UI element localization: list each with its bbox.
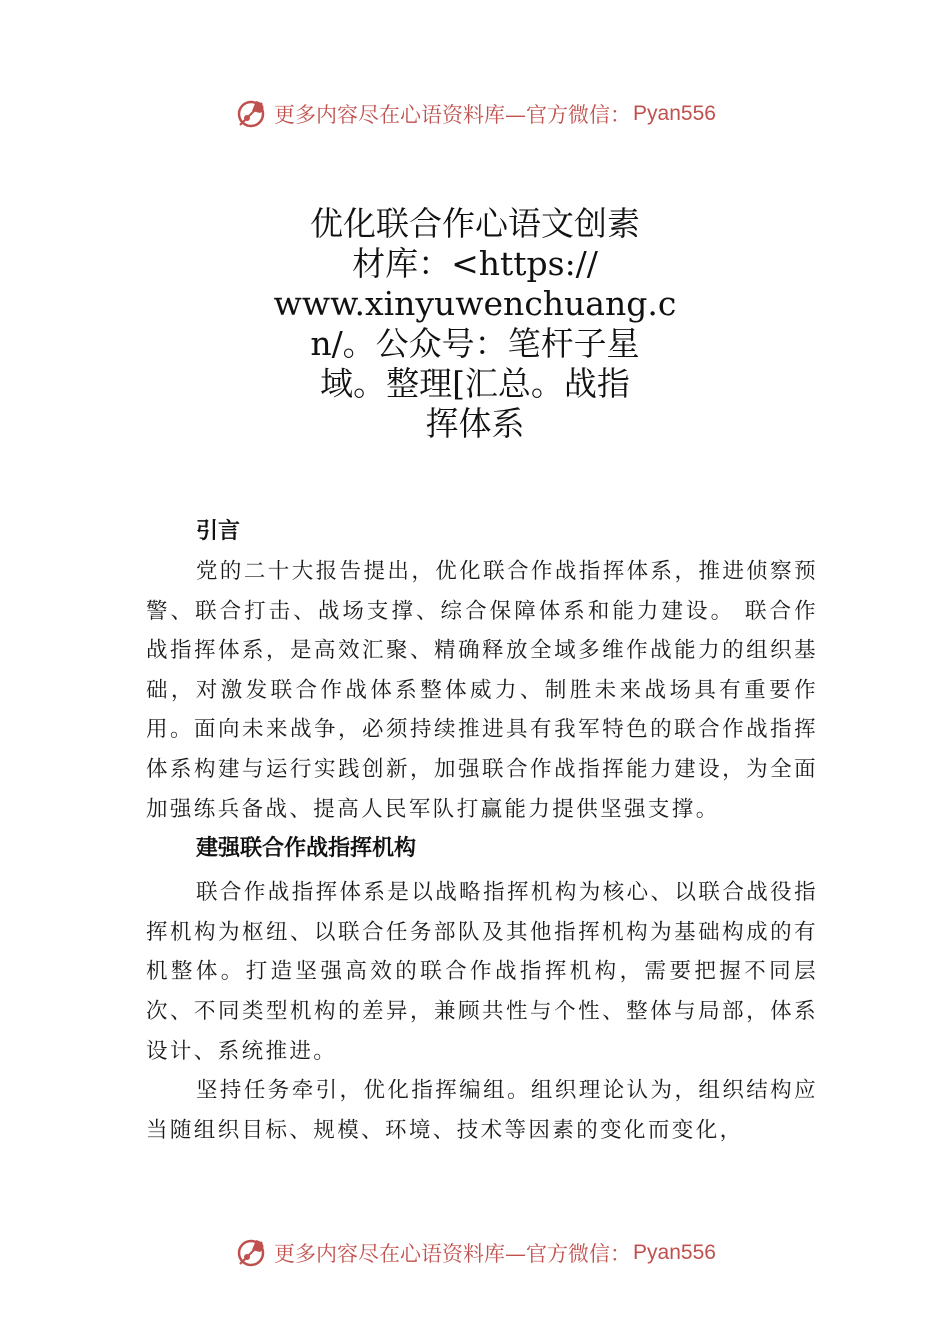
watermark-wechat-id: Pyan556	[633, 1241, 716, 1264]
document-body	[146, 512, 818, 1150]
title-line-2: 材库：<https://	[352, 244, 598, 283]
document-title	[0, 204, 950, 444]
intro-heading: 引言	[196, 519, 241, 544]
watermark-banner-bottom	[0, 1233, 950, 1273]
section1-paragraph-2: 坚持任务牵引，优化指挥编组。组织理论认为，组织结构应当随组织目标、规模、环境、技术等因素的变化而变化，	[146, 1078, 818, 1143]
watermark-text: 更多内容尽在心语资料库—官方微信：	[274, 103, 632, 127]
title-line-3: www.xinyuwenchuang.c	[273, 284, 677, 323]
watermark-wechat-id: Pyan556	[633, 102, 716, 125]
quill-logo-icon	[234, 97, 268, 131]
title-line-5: 域。整理[汇总。战指	[320, 364, 630, 403]
quill-logo-icon	[234, 1236, 268, 1270]
title-line-4: n/。公众号：笔杆子星	[310, 324, 640, 363]
watermark-banner-top	[0, 94, 950, 134]
section1-heading: 建强联合作战指挥机构	[196, 836, 417, 862]
watermark-text: 更多内容尽在心语资料库—官方微信：	[274, 1242, 632, 1266]
title-line-1: 优化联合作心语文创素	[310, 204, 640, 243]
section1-paragraph-1: 联合作战指挥体系是以战略指挥机构为核心、以联合战役指挥机构为枢纽、以联合任务部队及其他指挥机构为基础构成的有机整体。打造坚强高效的联合作战指挥机构，需要把握不同层次、不同类型机构的差异，兼顾共性与个性、整体与局部，体系设计、系统推进。	[146, 880, 818, 1064]
intro-paragraph: 党的二十大报告提出，优化联合作战指挥体系，推进侦察预警、联合打击、战场支撑、综合保障体系和能力建设。 联合作战指挥体系，是高效汇聚、精确释放全域多维作战能力的组织基础，对激发联合作战体系整体威力、制胜未来战场具有重要作用。面向未来战争，必须持续推进具有我军特色的联合作战指挥体系构建与运行实践创新，加强联合作战指挥能力建设，为全面加强练兵备战、提高人民军队打赢能力提供坚强支撑。	[146, 559, 818, 822]
title-line-6: 挥体系	[425, 404, 525, 443]
